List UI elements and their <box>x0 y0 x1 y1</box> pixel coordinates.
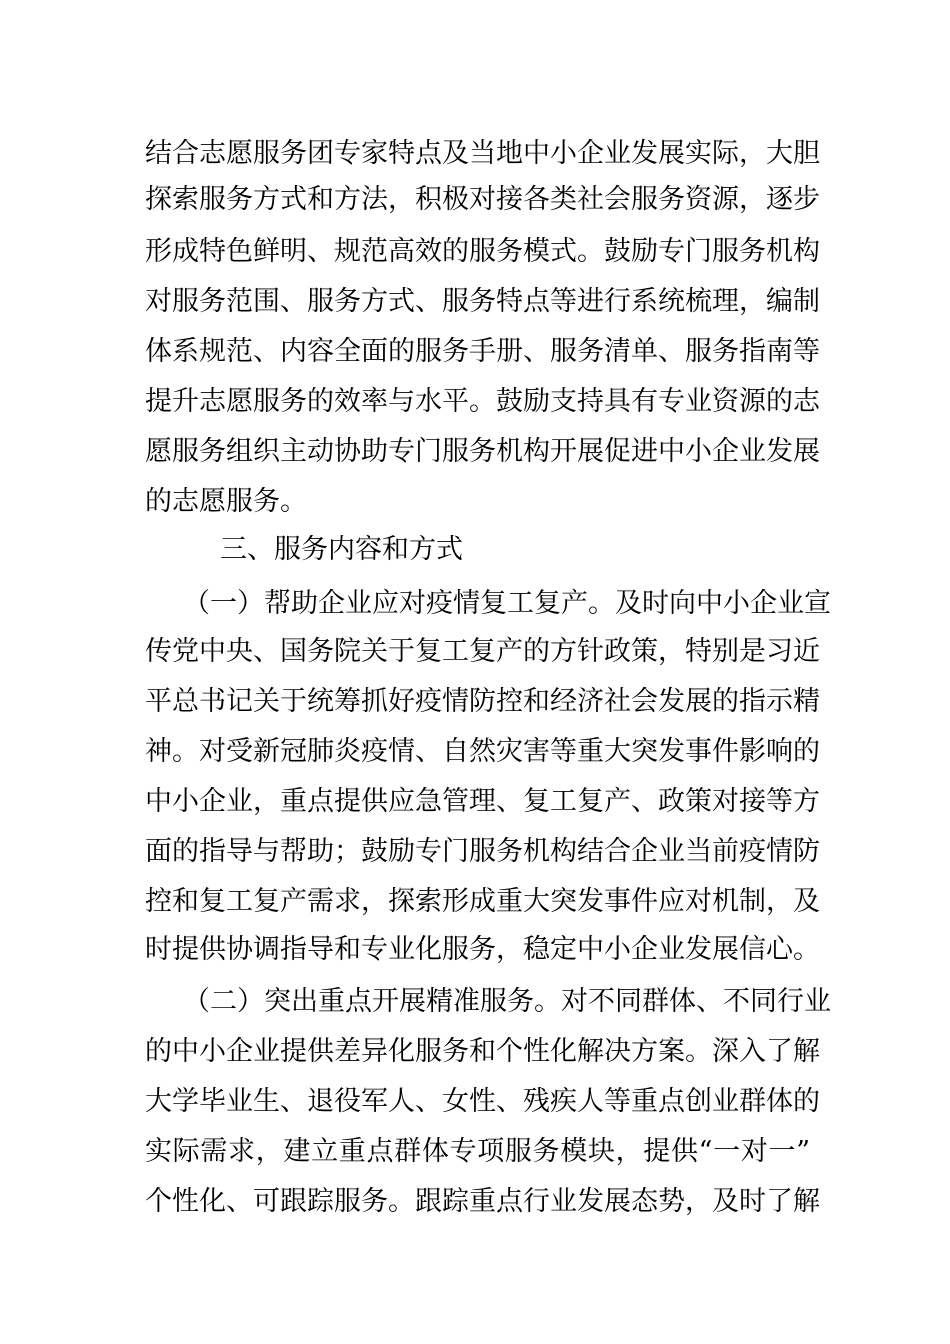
paragraph-line: 结合志愿服务团专家特点及当地中小企业发展实际，大胆 <box>145 138 820 169</box>
section-heading: 三、服务内容和方式 <box>220 534 463 565</box>
paragraph-line: 体系规范、内容全面的服务手册、服务清单、服务指南等 <box>145 336 820 367</box>
subsection-heading-line: （一）帮助企业应对疫情复工复产。及时向中小企业宣 <box>183 588 831 619</box>
paragraph-line: 传党中央、国务院关于复工复产的方针政策，特别是习近 <box>145 636 820 667</box>
paragraph-line: 探索服务方式和方法，积极对接各类社会服务资源，逐步 <box>145 184 820 215</box>
paragraph-line: 控和复工复产需求，探索形成重大突发事件应对机制，及 <box>145 886 820 917</box>
paragraph-line: 的中小企业提供差异化服务和个性化解决方案。深入了解 <box>145 1036 820 1067</box>
paragraph-line: 神。对受新冠肺炎疫情、自然灾害等重大突发事件影响的 <box>145 736 820 767</box>
paragraph-line: 愿服务组织主动协助专门服务机构开展促进中小企业发展 <box>145 436 820 467</box>
paragraph-line: 对服务范围、服务方式、服务特点等进行系统梳理，编制 <box>145 286 820 317</box>
paragraph-line: 个性化、可跟踪服务。跟踪重点行业发展态势，及时了解 <box>145 1186 820 1217</box>
paragraph-line: 大学毕业生、退役军人、女性、残疾人等重点创业群体的 <box>145 1086 820 1117</box>
subsection-heading-line: （二）突出重点开展精准服务。对不同群体、不同行业 <box>183 986 831 1017</box>
paragraph-line: 中小企业，重点提供应急管理、复工复产、政策对接等方 <box>145 786 820 817</box>
paragraph-line: 实际需求，建立重点群体专项服务模块，提供“一对一” <box>145 1136 810 1167</box>
paragraph-line: 形成特色鲜明、规范高效的服务模式。鼓励专门服务机构 <box>145 236 820 267</box>
paragraph-line: 平总书记关于统筹抓好疫情防控和经济社会发展的指示精 <box>145 686 820 717</box>
paragraph-line: 的志愿服务。 <box>145 486 307 517</box>
paragraph-line: 时提供协调指导和专业化服务，稳定中小企业发展信心。 <box>145 934 820 965</box>
paragraph-line: 提升志愿服务的效率与水平。鼓励支持具有专业资源的志 <box>145 386 820 417</box>
paragraph-line: 面的指导与帮助；鼓励专门服务机构结合企业当前疫情防 <box>145 836 820 867</box>
